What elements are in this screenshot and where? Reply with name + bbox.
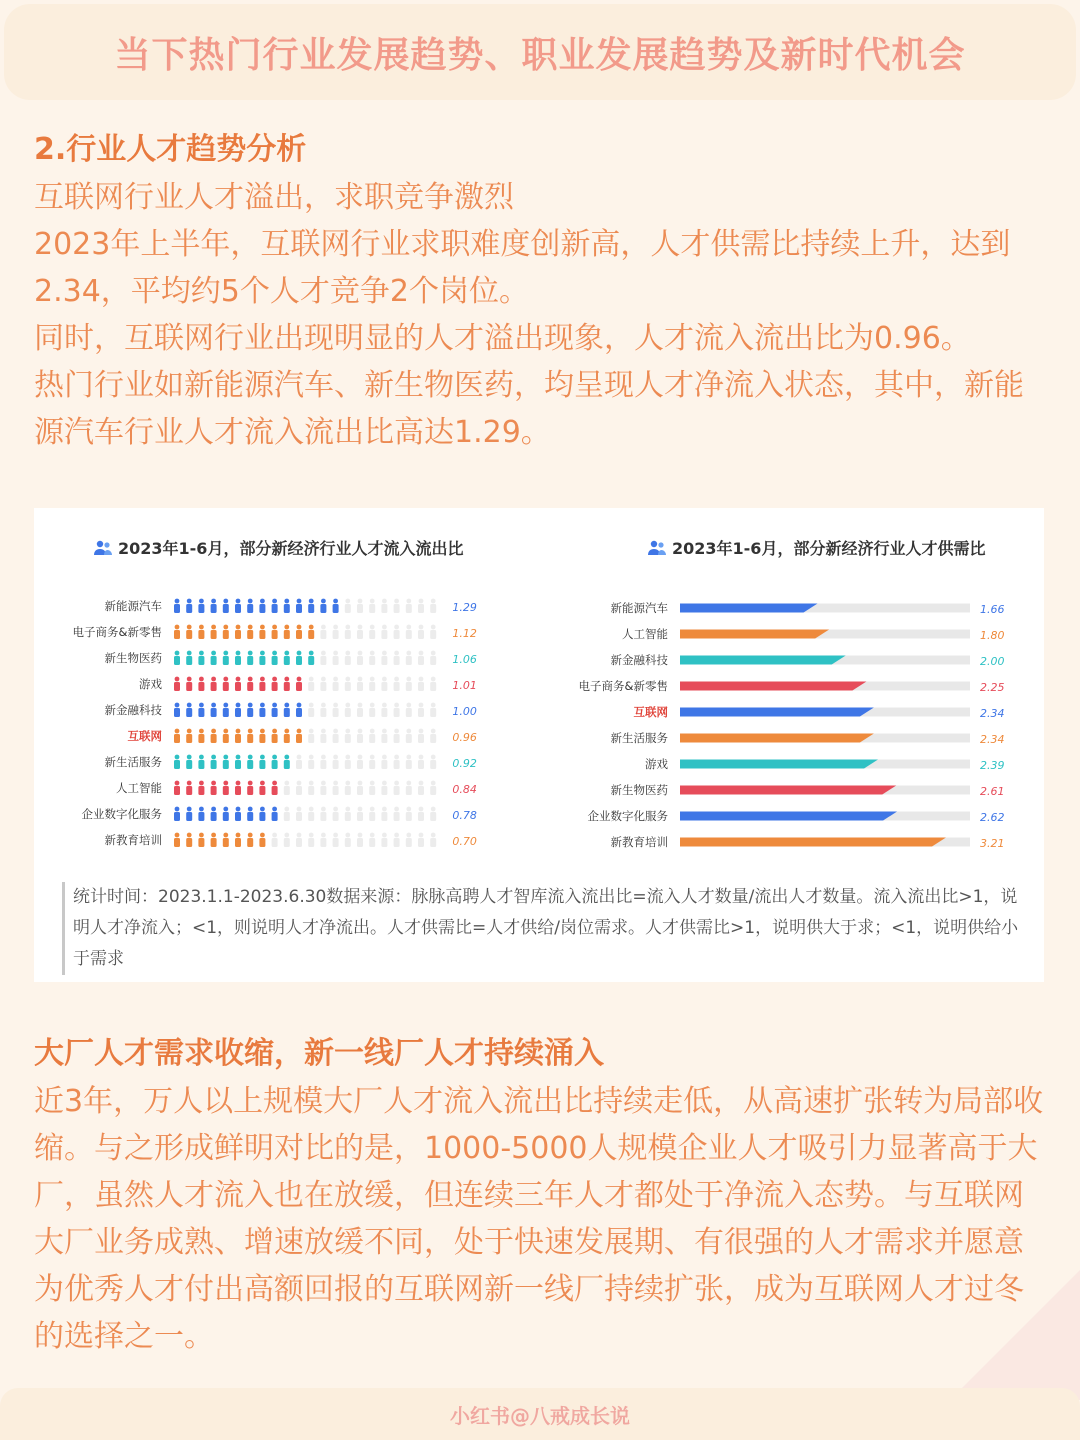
category-label: 新能源汽车 bbox=[610, 601, 668, 615]
category-label: 企业数字化服务 bbox=[587, 809, 668, 823]
category-label: 人工智能 bbox=[622, 627, 668, 641]
section-bigtech bbox=[34, 1030, 1046, 1360]
header-banner bbox=[4, 4, 1076, 100]
section-title: 大厂人才需求收缩，新一线厂人才持续涌入 bbox=[34, 1036, 604, 1071]
bar bbox=[174, 625, 436, 639]
category-label: 人工智能 bbox=[116, 781, 162, 795]
data-label: 1.01 bbox=[452, 679, 477, 692]
category-label: 游戏 bbox=[645, 757, 668, 771]
bar bbox=[680, 760, 878, 769]
category-label: 新教育培训 bbox=[610, 835, 668, 849]
bar bbox=[680, 708, 874, 717]
footer-watermark: 小红书@八戒成长说 bbox=[450, 1403, 630, 1428]
users-icon bbox=[648, 540, 666, 556]
data-label: 0.78 bbox=[452, 809, 477, 822]
bar bbox=[174, 807, 436, 821]
users-icon bbox=[94, 540, 112, 556]
bar bbox=[680, 838, 946, 847]
paragraph: 互联网行业人才溢出，求职竞争激烈 bbox=[34, 180, 514, 215]
section-talent-trend bbox=[34, 126, 1046, 456]
data-label: 2.00 bbox=[980, 655, 1005, 668]
chart-title-text: 2023年1-6月，部分新经济行业人才供需比 bbox=[672, 539, 986, 558]
data-label: 1.12 bbox=[452, 627, 477, 640]
data-label: 3.21 bbox=[980, 837, 1005, 850]
bar bbox=[680, 734, 874, 743]
page-title: 当下热门行业发展趋势、职业发展趋势及新时代机会 bbox=[114, 34, 966, 76]
bar bbox=[680, 630, 829, 639]
paragraph: 近3年，万人以上规模大厂人才流入流出比持续走低，从高速扩张转为局部收缩。与之形成鲜明对比的是，1000-5000人规模企业人才吸引力显著高于大厂，虽然人才流入也在放缓，但连续三年人才都处于净流入态势。与互联网大厂业务成熟、增速放缓不同，处于快速发展期、有很强的人才需求并愿意为优秀人才付出高额回报的互联网新一线厂持续扩张，成为互联网人才过冬的选择之一。 bbox=[34, 1084, 1044, 1354]
chart-title-flow bbox=[94, 536, 463, 559]
paragraph: 热门行业如新能源汽车、新生物医药，均呈现人才净流入状态，其中，新能源汽车行业人才流入流出比高达1.29。 bbox=[34, 368, 1024, 450]
bar bbox=[174, 703, 436, 717]
data-label: 2.34 bbox=[980, 733, 1005, 746]
paragraph: 同时，互联网行业出现明显的人才溢出现象，人才流入流出比为0.96。 bbox=[34, 321, 971, 356]
data-label: 0.70 bbox=[452, 835, 477, 848]
section-title: 2.行业人才趋势分析 bbox=[34, 132, 307, 167]
category-label: 新生物医药 bbox=[104, 651, 162, 665]
data-label: 0.84 bbox=[452, 783, 477, 796]
data-label: 0.92 bbox=[452, 757, 477, 770]
category-label: 新能源汽车 bbox=[104, 599, 162, 613]
footer bbox=[0, 1388, 1080, 1440]
category-label: 电子商务&新零售 bbox=[578, 679, 668, 693]
bar bbox=[680, 812, 897, 821]
category-label: 互联网 bbox=[127, 729, 162, 743]
category-label: 企业数字化服务 bbox=[81, 807, 162, 821]
data-label: 2.39 bbox=[980, 759, 1005, 772]
bar bbox=[680, 682, 866, 691]
chart-note: 统计时间：2023.1.1-2023.6.30数据来源：脉脉高聘人才智库流入流出比=流入人才数量/流出人才数量。流入流出比>1，说明人才净流入；<1，则说明人才净流出。人才供需比=人才供给/岗位需求。人才供需比>1，说明供大于求；<1，说明供给小于需求 bbox=[62, 882, 1033, 975]
data-label: 0.96 bbox=[452, 731, 477, 744]
data-label: 1.66 bbox=[980, 603, 1005, 616]
category-label: 新金融科技 bbox=[104, 703, 162, 717]
chart-flow-ratio bbox=[34, 592, 514, 862]
category-label: 新金融科技 bbox=[610, 653, 668, 667]
category-label: 新生活服务 bbox=[104, 755, 162, 769]
category-label: 电子商务&新零售 bbox=[72, 625, 162, 639]
category-label: 游戏 bbox=[139, 677, 162, 691]
bar bbox=[174, 651, 436, 665]
data-label: 1.06 bbox=[452, 653, 477, 666]
paragraph: 2023年上半年，互联网行业求职难度创新高，人才供需比持续上升，达到2.34，平均约5个人才竞争2个岗位。 bbox=[34, 227, 1011, 309]
bar bbox=[174, 729, 436, 743]
category-label: 互联网 bbox=[633, 705, 668, 719]
bar bbox=[680, 604, 818, 613]
data-label: 2.25 bbox=[980, 681, 1005, 694]
chart-title-supply bbox=[648, 536, 985, 559]
bar bbox=[680, 656, 846, 665]
bar bbox=[680, 786, 896, 795]
category-label: 新生活服务 bbox=[610, 731, 668, 745]
data-label: 1.80 bbox=[980, 629, 1005, 642]
data-label: 1.00 bbox=[452, 705, 477, 718]
data-label: 2.62 bbox=[980, 811, 1005, 824]
data-label: 2.61 bbox=[980, 785, 1005, 798]
chart-panel bbox=[34, 508, 1044, 982]
data-label: 1.29 bbox=[452, 601, 477, 614]
bar bbox=[174, 755, 436, 769]
category-label: 新生物医药 bbox=[610, 783, 668, 797]
data-label: 2.34 bbox=[980, 707, 1005, 720]
bar bbox=[174, 677, 436, 691]
chart-supply-ratio bbox=[524, 592, 1044, 862]
category-label: 新教育培训 bbox=[104, 833, 162, 847]
decorative-stripe bbox=[950, 1270, 1080, 1400]
bar bbox=[174, 599, 436, 613]
bar bbox=[174, 781, 436, 795]
chart-title-text: 2023年1-6月，部分新经济行业人才流入流出比 bbox=[118, 539, 464, 558]
bar bbox=[174, 833, 436, 847]
